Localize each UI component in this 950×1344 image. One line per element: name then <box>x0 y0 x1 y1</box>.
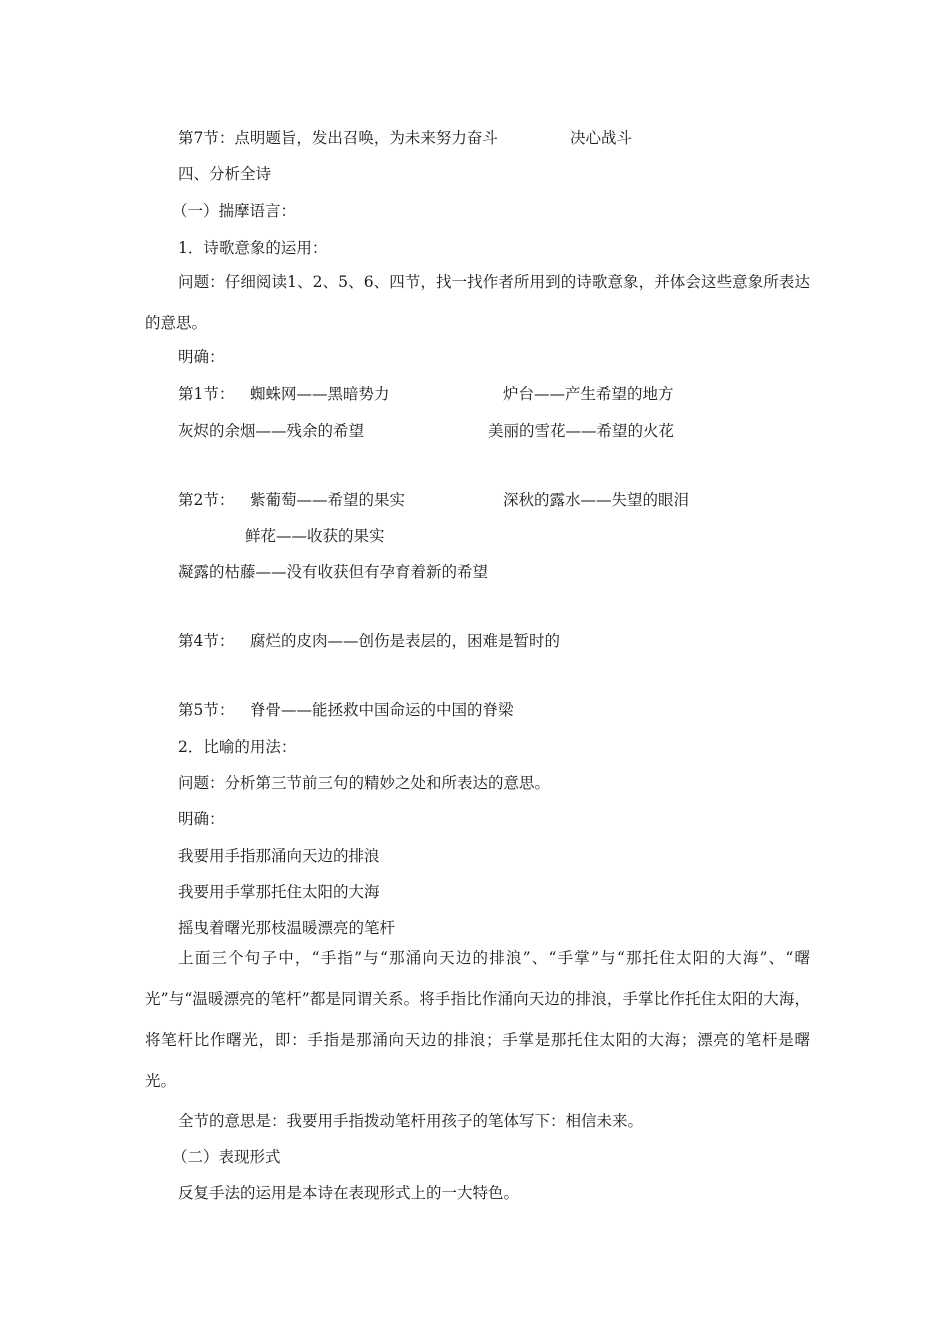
subheading-imagery: 1．诗歌意象的运用： <box>178 239 328 257</box>
section5-label: 第5节： <box>178 701 235 719</box>
subheading-language: （一）揣摩语言： <box>172 202 297 220</box>
section7-summary-tail: 决心战斗 <box>570 129 633 147</box>
section-meaning: 全节的意思是：我要用手指拨动笔杆用孩子的笔体写下：相信未来。 <box>178 1112 644 1130</box>
poem-line-3: 摇曳着曙光那枝温暖漂亮的笔杆 <box>178 919 396 937</box>
section4-label: 第4节： <box>178 632 235 650</box>
section2-image-2: 深秋的露水——失望的眼泪 <box>503 491 690 509</box>
section2-label: 第2节： <box>178 491 235 509</box>
section2-image-3: 鲜花——收获的果实 <box>245 527 385 545</box>
subheading-form: （二）表现形式 <box>172 1148 281 1166</box>
section1-label: 第1节： <box>178 385 235 403</box>
section1-image-2: 炉台——产生希望的地方 <box>503 385 674 403</box>
form-repetition: 反复手法的运用是本诗在表现形式上的一大特色。 <box>178 1184 520 1202</box>
subheading-metaphor: 2．比喻的用法： <box>178 738 297 756</box>
section2-image-1: 紫葡萄——希望的果实 <box>250 491 406 509</box>
metaphor-explanation: 上面三个句子中，“手指”与“那涌向天边的排浪”、“手掌”与“那托住太阳的大海”、“曙光”与“温暖漂亮的笔杆”都是同谓关系。将手指比作涌向天边的排浪，手掌比作托住太阳的大海，将笔杆比作曙光，即：手指是那涌向天边的排浪；手掌是那托住太阳的大海；漂亮的笔杆是曙光。 <box>145 949 810 1090</box>
poem-line-2: 我要用手掌那托住太阳的大海 <box>178 883 380 901</box>
section2-image-4: 凝露的枯藤——没有收获但有孕育着新的希望 <box>178 563 489 581</box>
answer-label-2: 明确： <box>178 810 225 828</box>
section1-image-4: 美丽的雪花——希望的火花 <box>488 422 675 440</box>
section1-image-3: 灰烬的余烟——残余的希望 <box>178 422 365 440</box>
section5-image-1: 脊骨——能拯救中国命运的中国的脊梁 <box>250 701 514 719</box>
section7-summary: 第7节：点明题旨，发出召唤，为未来努力奋斗 <box>178 129 498 147</box>
question-imagery: 问题：仔细阅读1、2、5、6、四节，找一找作者所用到的诗歌意象，并体会这些意象所表达的意思。 <box>145 273 810 332</box>
answer-label: 明确： <box>178 348 225 366</box>
section4-image-1: 腐烂的皮肉——创伤是表层的，困难是暂时的 <box>250 632 561 650</box>
section1-image-1: 蜘蛛网——黑暗势力 <box>250 385 390 403</box>
poem-line-1: 我要用手指那涌向天边的排浪 <box>178 847 380 865</box>
heading-analyze-poem: 四、分析全诗 <box>178 165 272 183</box>
question-metaphor: 问题：分析第三节前三句的精妙之处和所表达的意思。 <box>178 774 551 792</box>
